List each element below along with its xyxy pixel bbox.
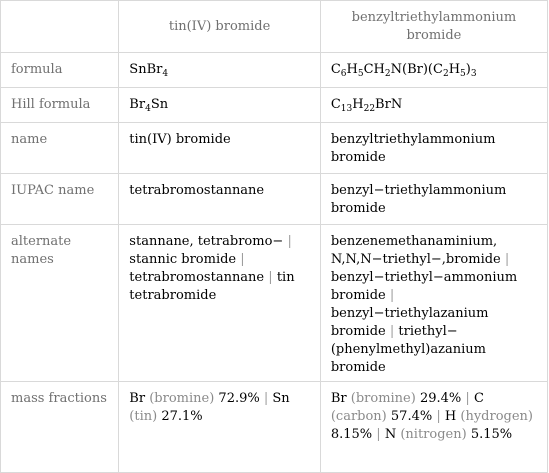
alt-name: benzenemethanaminium, N,N,N−triethyl−,bromide — [330, 234, 501, 267]
formula-segment: H — [448, 62, 461, 77]
row-label-iupac-name: IUPAC name — [1, 174, 119, 225]
row-label-mass-fractions: mass fractions — [1, 382, 119, 473]
element-symbol: C — [473, 391, 484, 406]
row-mass-fractions — [1, 382, 548, 473]
formula-subscript: 4 — [145, 104, 151, 114]
mass-fraction-value: 29.4% — [419, 391, 462, 406]
formula-segment: H — [352, 97, 364, 112]
alternate-names-benzyltriethylammonium-bromide — [320, 225, 547, 382]
separator: | — [287, 234, 292, 249]
element-symbol: N — [384, 427, 397, 442]
formula-subscript: 5 — [460, 69, 466, 79]
mass-fraction-value: 5.15% — [470, 427, 513, 442]
formula-tin-bromide — [119, 53, 321, 88]
separator: | — [263, 391, 269, 406]
mass-fraction-value: 8.15% — [330, 427, 373, 442]
row-label-hill-formula: Hill formula — [1, 88, 119, 123]
hill-formula-tin-bromide — [119, 88, 321, 123]
formula-segment: CH — [363, 62, 385, 77]
mass-fraction-value: 57.4% — [390, 409, 433, 424]
alt-name: triethyl−(phenylmethyl)azanium bromide — [330, 324, 486, 375]
alt-name: benzyl−triethyl−ammonium bromide — [330, 270, 518, 303]
row-name — [1, 123, 548, 174]
formula-subscript: 5 — [357, 69, 364, 79]
element-symbol: Sn — [272, 391, 290, 406]
row-label-formula: formula — [1, 53, 119, 88]
element-symbol: H — [444, 409, 457, 424]
mass-fraction-value: 27.1% — [161, 409, 203, 424]
separator: | — [268, 270, 273, 285]
header-empty-cell — [1, 1, 119, 53]
formula-segment: BrN — [375, 97, 403, 112]
element-name: (bromine) — [350, 391, 416, 406]
header-benzyltriethylammonium-bromide: benzyltriethylammonium bromide — [320, 1, 547, 53]
row-hill-formula — [1, 88, 548, 123]
formula-subscript: 2 — [384, 69, 391, 79]
separator: | — [436, 409, 441, 424]
alt-name: tin tetrabromide — [129, 270, 295, 303]
header-row — [1, 1, 548, 53]
row-alternate-names — [1, 225, 548, 382]
iupac-name-benzyltriethylammonium-bromide: benzyl−triethylammonium bromide — [320, 174, 547, 225]
element-symbol: Br — [129, 391, 146, 406]
element-symbol: Br — [330, 391, 347, 406]
hill-formula-benzyltriethylammonium-bromide — [320, 88, 547, 123]
element-name: (nitrogen) — [400, 427, 467, 442]
name-benzyltriethylammonium-bromide: benzyltriethylammonium bromide — [320, 123, 547, 174]
row-label-alternate-names: alternate names — [1, 225, 119, 382]
formula-subscript: 22 — [363, 104, 376, 114]
mass-fraction-value: 72.9% — [218, 391, 260, 406]
separator: | — [389, 288, 395, 303]
formula-segment: C — [330, 97, 341, 112]
separator: | — [240, 252, 245, 267]
formula-segment: ) — [465, 62, 471, 77]
formula-subscript: 13 — [340, 104, 353, 114]
separator: | — [389, 324, 395, 339]
separator: | — [504, 252, 510, 267]
formula-subscript: 4 — [162, 69, 169, 79]
alt-name: stannic bromide — [129, 252, 237, 267]
name-tin-bromide: tin(IV) bromide — [119, 123, 321, 174]
mass-fractions-tin-bromide — [119, 382, 321, 473]
formula-subscript: 6 — [340, 69, 347, 79]
separator: | — [376, 427, 381, 442]
row-label-name: name — [1, 123, 119, 174]
formula-benzyltriethylammonium-bromide — [320, 53, 547, 88]
formula-subscript: 2 — [442, 69, 449, 79]
row-iupac-name — [1, 174, 548, 225]
iupac-name-tin-bromide: tetrabromostannane — [119, 174, 321, 225]
formula-segment: C — [330, 62, 341, 77]
alt-name: stannane, tetrabromo− — [129, 234, 284, 249]
formula-segment: SnBr — [129, 62, 163, 77]
separator: | — [465, 391, 470, 406]
formula-segment: N(Br)(C — [390, 62, 443, 77]
alt-name: tetrabromostannane — [129, 270, 265, 285]
element-name: (carbon) — [330, 409, 387, 424]
formula-segment: Br — [129, 97, 146, 112]
formula-subscript: 3 — [470, 69, 477, 79]
alt-name: benzyl−triethylazanium bromide — [330, 306, 489, 339]
mass-fractions-benzyltriethylammonium-bromide — [320, 382, 547, 473]
element-name: (tin) — [129, 409, 158, 424]
row-formula — [1, 53, 548, 88]
element-name: (hydrogen) — [460, 409, 533, 424]
element-name: (bromine) — [149, 391, 215, 406]
formula-segment: H — [346, 62, 358, 77]
header-tin-bromide: tin(IV) bromide — [119, 1, 321, 53]
formula-segment: Sn — [150, 97, 169, 112]
alternate-names-tin-bromide — [119, 225, 321, 382]
